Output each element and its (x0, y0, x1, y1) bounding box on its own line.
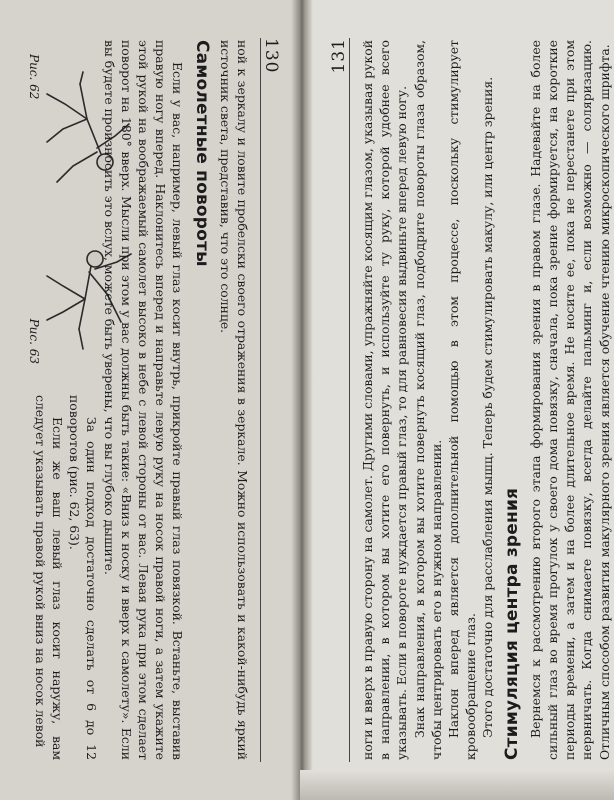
intro-paragraph: ной к зеркалу и ловите пробелски своего отражения в зеркале. Можно использовать и какой-нибудь яркий источник света, представив, что это солнце. (217, 40, 250, 760)
paragraph-right-5: Вернемся к рассмотрению второго этапа формирования зрения в правом глазе. Надевайте на более сильный глаз во время прогулок у своего дома повязку, сначала, пока зрение формируется, на короткие периоды времени, а затем и на более длительное время. Не носите ее, пока не перестанете при этом нервничать. Когда снимаете повязку, всегда делайте пальминг и, если возможно — соляризацию. Отличным способом развития макулярного зрения является обучение чтению микроскопического шрифта. (527, 40, 612, 760)
paragraph-right-4: Этого достаточно для расслабления мышц. Теперь будем стимулировать макулу, или центр зрения. (480, 76, 496, 738)
page-number-left: 130 (261, 38, 281, 74)
left-page (15, 30, 285, 770)
paragraph-left-2: За один подход достаточно сделать от 6 до 12 поворотов (рис. 62, 63). (67, 395, 100, 760)
page-number-right: 131 (329, 38, 349, 74)
section-heading-right: Стимуляция центра зрения (501, 487, 522, 760)
right-page-text (359, 40, 612, 760)
paragraph-left-3: Если же ваш левый глаз косит наружу, вам следует указывать правой рукой вниз на носок левой (32, 395, 65, 760)
page-edge-shadow (300, 770, 614, 800)
header-rule (260, 38, 261, 762)
figure-63-caption: Рис. 63 (27, 318, 41, 364)
figure-62-caption: Рис. 62 (27, 54, 41, 100)
left-page-text (21, 40, 251, 760)
paragraph-left-1: Если у вас, например, левый глаз косит внутрь, прикройте правый глаз повязкой. Встаньте, выставив правую ногу вперед. Наклонитесь вперед и направьте левую руку на носок правой ноги, а затем укажите этой рукой на воображаемый самолет высоко в небе с левой стороны от вас. Левая рука при этом сделает поворот на 180° вверх. Мысли при этом у вас должны быть такие: «Вниз к носку и вверх к самолету». Если вы будете произносить это вслух, можете быть уверены, что вы глубоко дышите. (101, 40, 186, 760)
header-rule-right (349, 38, 350, 762)
right-page (325, 30, 612, 770)
paragraph-right-2: Знак направления, в котором вы хотите повернуть косящий глаз, подбодрите повороты глаза образом, чтобы центрировать его в нужном направлении. (411, 40, 444, 760)
paragraph-right-1: ноги и вверх в правую сторону на самолет. Другими словами, упражняйте косящим глазом, указывая рукой в направлении, в котором вы хотите его повернуть, и используйте ту руку, которой удобнее всего указывать. Если в повороте нуждается правый глаз, то для равновесия выдвиньте вперед левую ногу. (360, 40, 410, 760)
paragraph-right-3: Наклон вперед является дополнительной помощью в этом процессе, поскольку стимулирует кровообращение глаз. (446, 40, 479, 760)
book-gutter (291, 0, 313, 800)
section-heading-left: Самолетные повороты (191, 40, 212, 267)
